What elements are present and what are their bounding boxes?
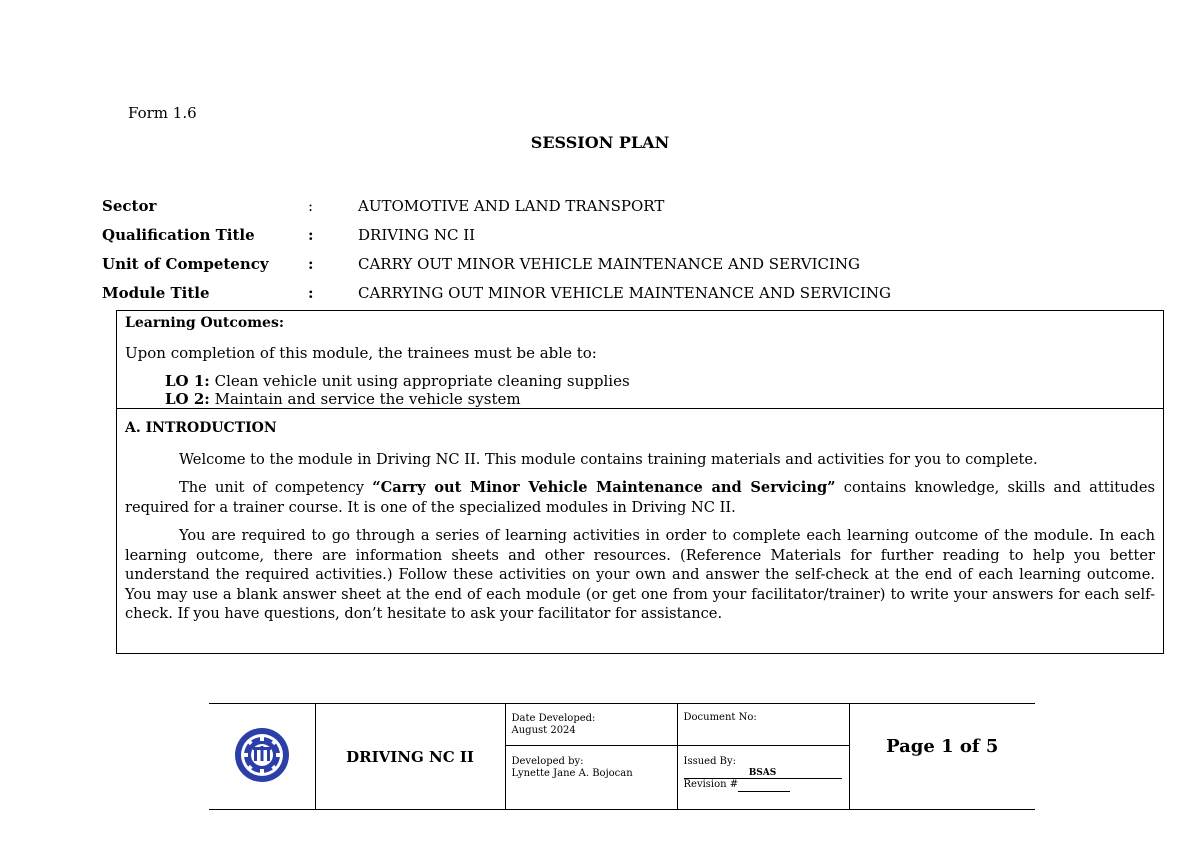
meta-value: CARRY OUT MINOR VEHICLE MAINTENANCE AND SERVICING xyxy=(358,255,861,273)
meta-value: AUTOMOTIVE AND LAND TRANSPORT xyxy=(358,197,665,215)
developed-by-label: Developed by: xyxy=(511,756,584,767)
footer-qualification-title: DRIVING NC II xyxy=(315,704,505,810)
meta-label: Module Title xyxy=(102,284,210,302)
learning-outcomes-intro: Upon completion of this module, the trainees must be able to: xyxy=(125,344,597,362)
meta-value: DRIVING NC II xyxy=(358,226,476,244)
meta-colon: : xyxy=(308,226,314,244)
date-developed-cell xyxy=(505,704,677,746)
date-developed-label: Date Developed: xyxy=(511,712,596,724)
lo-code: LO 1: xyxy=(165,372,210,390)
intro-paragraph-2 xyxy=(125,478,1155,517)
meta-label: Qualification Title xyxy=(102,226,255,244)
learning-outcomes-box xyxy=(116,310,1164,409)
meta-colon: : xyxy=(308,197,314,215)
date-developed-value: August 2024 xyxy=(511,724,576,736)
meta-value: CARRYING OUT MINOR VEHICLE MAINTENANCE AND SERVICING xyxy=(358,284,892,302)
issued-by-label: Issued By: xyxy=(683,756,737,767)
introduction-box xyxy=(116,408,1164,654)
form-label: Form 1.6 xyxy=(128,104,197,122)
lo-code: LO 2: xyxy=(165,390,210,408)
intro-paragraph-3 xyxy=(125,526,1155,624)
intro-paragraph-1 xyxy=(125,450,1155,470)
meta-colon: : xyxy=(308,284,314,302)
intro-text: You are required to go through a series of learning activities in order to complete each learning outcome of the module. In each learning outcome, there are information sheets and other resources. (Reference Materials for further reading to help you better understand the required activities.) Follow these activities on your own and answer the self-check at the end of each learning outcome. You may use a blank answer sheet at the end of each module (or get one from your facilitator/trainer) to write your answers for each self-check. If you have questions, don’t hesitate to ask your facilitator for assistance. xyxy=(125,527,1155,622)
learning-outcome-item xyxy=(165,390,521,408)
page-number: Page 1 of 5 xyxy=(849,704,1035,810)
developed-by-value: Lynette Jane A. Bojocan xyxy=(511,768,633,779)
unit-of-competency-name: “Carry out Minor Vehicle Maintenance and Servicing” xyxy=(372,479,836,496)
meta-label: Sector xyxy=(102,197,157,215)
intro-text: Welcome to the module in Driving NC II. This module contains training materials and activities for you to complete. xyxy=(179,451,1038,468)
revision-blank xyxy=(738,779,790,792)
tesda-seal-icon xyxy=(233,726,291,784)
document-footer xyxy=(209,703,1035,809)
meta-label: Unit of Competency xyxy=(102,255,269,273)
learning-outcome-item xyxy=(165,372,630,390)
meta-colon: : xyxy=(308,255,314,273)
developed-by-cell xyxy=(505,746,677,810)
intro-text: contains knowledge, skills and attitudes required for a trainer course. It is one of the specialized modules in Driving NC II. xyxy=(125,479,1155,516)
lo-text: Maintain and service the vehicle system xyxy=(214,390,521,408)
intro-text: The unit of competency xyxy=(179,479,373,496)
page-title: SESSION PLAN xyxy=(530,133,670,152)
revision-row xyxy=(684,779,849,792)
document-no-label: Document No: xyxy=(683,712,757,723)
lo-text: Clean vehicle unit using appropriate cleaning supplies xyxy=(214,372,630,390)
issued-by-cell xyxy=(677,746,849,810)
learning-outcomes-heading: Learning Outcomes: xyxy=(125,315,285,331)
introduction-heading: A. INTRODUCTION xyxy=(125,420,277,436)
revision-label: Revision # xyxy=(683,779,739,790)
issued-by-value: BSAS xyxy=(684,768,842,779)
document-no-cell xyxy=(677,704,849,746)
logo-cell xyxy=(209,704,315,810)
